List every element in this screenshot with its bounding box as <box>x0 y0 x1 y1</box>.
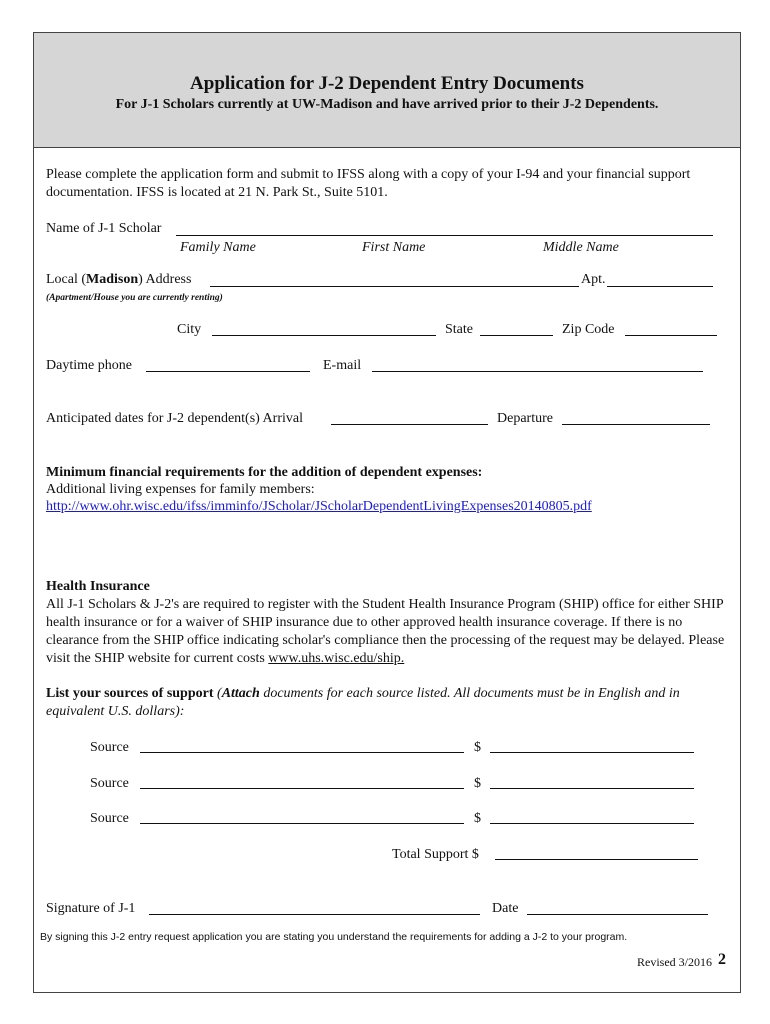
source-3-dollar: $ <box>474 811 481 826</box>
state-field[interactable] <box>480 335 553 336</box>
phone-label: Daytime phone <box>46 358 132 373</box>
source-3-field[interactable] <box>140 823 464 824</box>
address-note: (Apartment/House you are currently renting) <box>46 293 223 303</box>
dates-label: Anticipated dates for J-2 dependent(s) Arrival <box>46 411 303 426</box>
city-label: City <box>177 322 202 337</box>
total-support-label: Total Support $ <box>392 847 479 862</box>
financial-link-row <box>46 498 592 516</box>
insurance-text: All J-1 Scholars & J-2's are required to register with the Student Health Insurance Program (SHIP) office for either SHIP health insurance or for a waiver of SHIP insurance due to other approved health insurance coverage. If there is no clearance from the SHIP office indicating scholar's compliance then the processing of the request may be delayed. Please visit the SHIP website for current costs www.uhs.wisc.edu/ship. <box>46 597 725 666</box>
local-address-label: Local (Madison) Address <box>46 272 192 287</box>
signature-label: Signature of J-1 <box>46 901 136 916</box>
apt-field[interactable] <box>607 286 713 287</box>
local-address-field[interactable] <box>210 286 579 287</box>
form-title: Application for J-2 Dependent Entry Documents <box>190 73 584 94</box>
source-2-label: Source <box>90 776 129 791</box>
city-field[interactable] <box>212 335 436 336</box>
financial-text: Additional living expenses for family members: <box>46 482 315 497</box>
first-name-label: First Name <box>362 240 426 255</box>
arrival-field[interactable] <box>331 424 488 425</box>
insurance-heading: Health Insurance <box>46 579 150 594</box>
date-field[interactable] <box>527 914 708 915</box>
financial-link[interactable]: http://www.ohr.wisc.edu/ifss/imminfo/JScholar/JScholarDependentLivingExpenses20140805.pdf <box>46 499 592 514</box>
form-subtitle: For J-1 Scholars currently at UW-Madison and have arrived prior to their J-2 Dependents. <box>115 97 659 112</box>
scholar-name-label: Name of J-1 Scholar <box>46 221 162 236</box>
scholar-name-field[interactable] <box>176 235 713 236</box>
signature-field[interactable] <box>149 914 480 915</box>
total-support-field[interactable] <box>495 859 698 860</box>
source-1-dollar: $ <box>474 740 481 755</box>
middle-name-label: Middle Name <box>543 240 619 255</box>
source-1-amount-field[interactable] <box>490 752 694 753</box>
date-label: Date <box>492 901 519 916</box>
form-header <box>33 32 741 148</box>
zip-field[interactable] <box>625 335 717 336</box>
revised-date: Revised 3/2016 <box>637 955 712 969</box>
source-1-label: Source <box>90 740 129 755</box>
apt-label: Apt. <box>581 272 606 287</box>
ship-link[interactable]: www.uhs.wisc.edu/ship. <box>268 651 405 666</box>
source-3-amount-field[interactable] <box>490 823 694 824</box>
support-heading: List your sources of support (Attach documents for each source listed. All documents must be in English and in equivalent U.S. dollars): <box>46 686 680 719</box>
source-2-field[interactable] <box>140 788 464 789</box>
departure-field[interactable] <box>562 424 710 425</box>
phone-field[interactable] <box>146 371 310 372</box>
family-name-label: Family Name <box>180 240 256 255</box>
signature-note: By signing this J-2 entry request application you are stating you understand the requirements for adding a J-2 to your program. <box>40 931 628 943</box>
source-1-field[interactable] <box>140 752 464 753</box>
source-2-amount-field[interactable] <box>490 788 694 789</box>
zip-label: Zip Code <box>562 322 615 337</box>
departure-label: Departure <box>497 411 553 426</box>
email-field[interactable] <box>372 371 703 372</box>
email-label: E-mail <box>323 358 362 373</box>
source-2-dollar: $ <box>474 776 481 791</box>
source-3-label: Source <box>90 811 129 826</box>
page-number: 2 <box>718 951 726 968</box>
intro-text: Please complete the application form and submit to IFSS along with a copy of your I-94 and your financial support documentation. IFSS is located at 21 N. Park St., Suite 5101. <box>46 167 691 200</box>
financial-heading: Minimum financial requirements for the addition of dependent expenses: <box>46 465 483 480</box>
state-label: State <box>445 322 473 337</box>
